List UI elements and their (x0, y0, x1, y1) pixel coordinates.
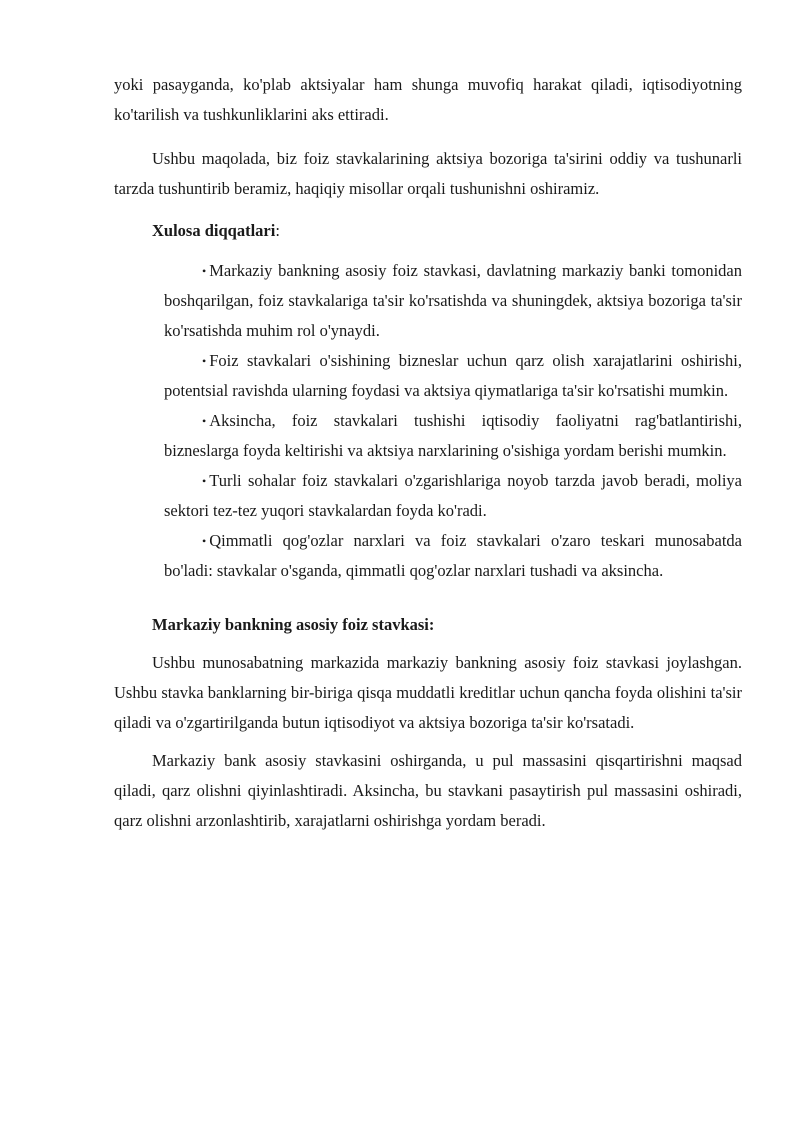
summary-heading-suffix: : (275, 221, 280, 240)
summary-heading-text: Xulosa diqqatlari (152, 221, 276, 240)
bullet-icon: • (202, 474, 207, 488)
section-paragraph: Markaziy bank asosiy stavkasini oshirganda, u pul massasini qisqartirishni maqsad qiladi, qarz olishni qiyinlashtiradi. Aksincha, bu stavkani pasaytirish pul massasini oshiradi, qarz olishni arzonlashtirib, xarajatlarni oshirishga yordam beradi. (114, 751, 742, 830)
summary-bullet-text: Turli sohalar foiz stavkalari o'zgarishlariga noyob tarzda javob beradi, moliya sektori tez-tez yuqori stavkalardan foyda ko'radi. (164, 471, 742, 520)
summary-bullet-list (164, 256, 742, 586)
bullet-icon: • (202, 534, 207, 548)
section-paragraph: Ushbu munosabatning markazida markaziy bankning asosiy foiz stavkasi joylashgan. Ushbu stavka banklarning bir-biriga qisqa muddatli kreditlar uchun qancha foyda olishini ta'sir qiladi va o'zgartirilganda butun iqtisodiyot va aktsiya bozoriga ta'sir ko'rsatadi. (114, 653, 742, 732)
summary-bullet-text: Qimmatli qog'ozlar narxlari va foiz stavkalari o'zaro teskari munosabatda bo'ladi: stavkalar o'sganda, qimmatli qog'ozlar narxlari tushadi va aksincha. (164, 531, 742, 580)
bullet-icon: • (202, 414, 207, 428)
summary-bullet-item (164, 466, 742, 526)
bullet-icon: • (202, 264, 207, 278)
intro-continuation-paragraph: yoki pasayganda, ko'plab aktsiyalar ham shunga muvofiq harakat qiladi, iqtisodiyotning ko'tarilish va tushkunliklarini aks ettiradi. (114, 75, 742, 124)
summary-bullet-item (164, 526, 742, 586)
summary-bullet-text: Markaziy bankning asosiy foiz stavkasi, davlatning markaziy banki tomonidan boshqarilgan, foiz stavkalariga ta'sir ko'rsatishda va shuningdek, aktsiya bozoriga ta'sir ko'rsatishda muhim rol o'ynaydi. (164, 261, 742, 340)
summary-bullet-item (164, 346, 742, 406)
summary-heading (114, 216, 742, 246)
summary-bullet-item (164, 256, 742, 346)
intro-paragraph: Ushbu maqolada, biz foiz stavkalarining aktsiya bozoriga ta'sirini oddiy va tushunarli tarzda tushuntirib beramiz, haqiqiy misollar orqali tushunishni oshiramiz. (114, 149, 742, 198)
bullet-icon: • (202, 354, 207, 368)
summary-bullet-text: Aksincha, foiz stavkalari tushishi iqtisodiy faoliyatni rag'batlantirishi, bizneslarga foyda keltirishi va aktsiya narxlarining o'sishiga yordam berishi mumkin. (164, 411, 742, 460)
summary-bullet-item (164, 406, 742, 466)
document-page (114, 70, 742, 836)
summary-bullet-text: Foiz stavkalari o'sishining bizneslar uchun qarz olish xarajatlarini oshirishi, potentsial ravishda ularning foydasi va aktsiya qiymatlariga ta'sir ko'rsatishi mumkin. (164, 351, 742, 400)
section-heading: Markaziy bankning asosiy foiz stavkasi: (152, 615, 435, 634)
